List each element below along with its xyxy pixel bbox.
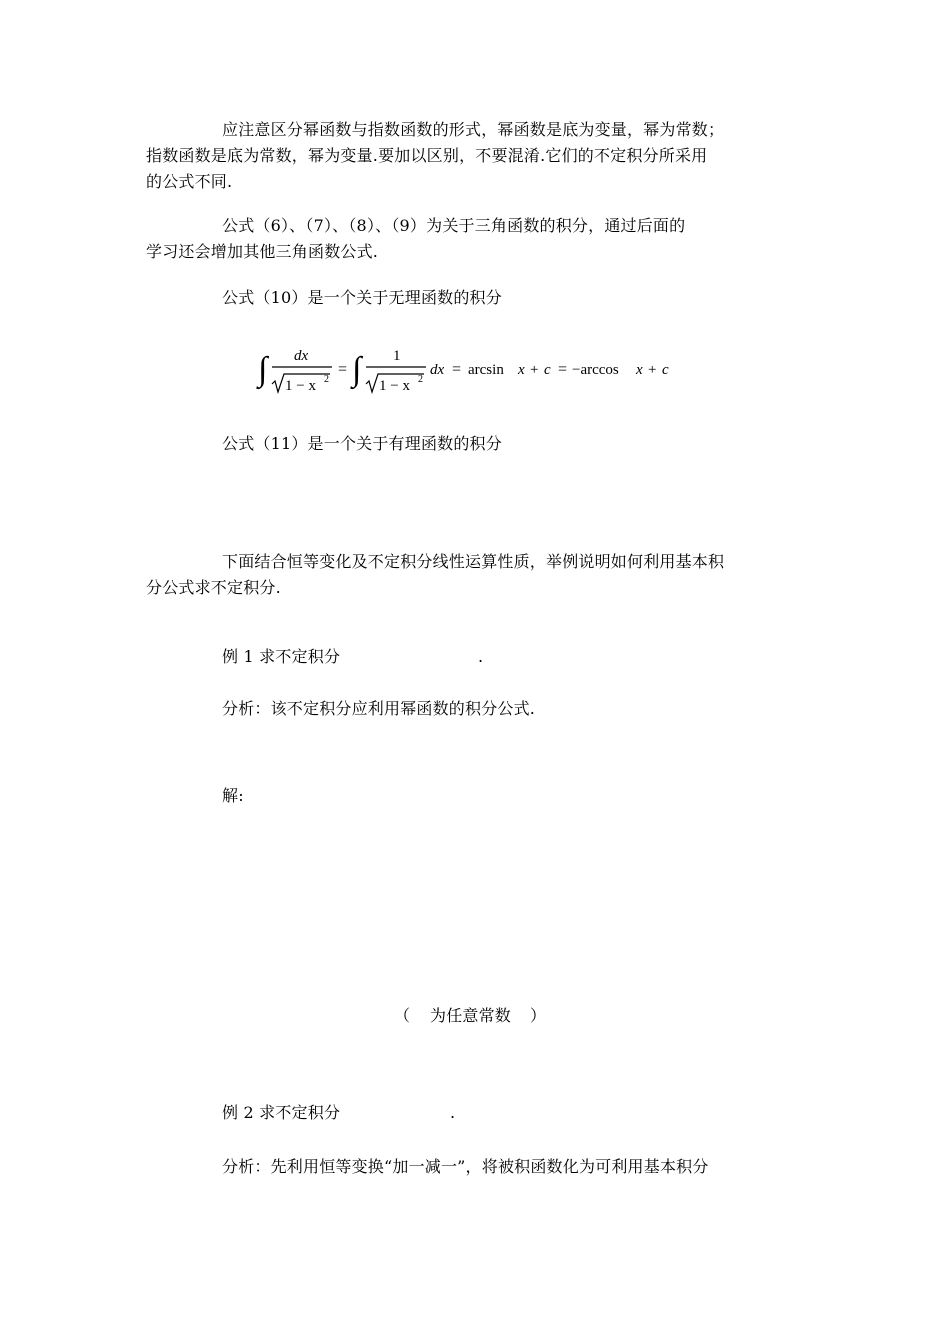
integral-sign-1: ∫ — [258, 351, 268, 388]
paragraph-power-vs-exponential-line3: 的公式不同. — [146, 172, 233, 191]
constant-note-close-paren: ） — [530, 1006, 547, 1025]
equals-2: = — [452, 361, 462, 378]
paragraph-power-vs-exponential-line2: 指数函数是底为常数，幂为变量.要加以区别，不要混淆.它们的不定积分所采用 — [146, 146, 708, 165]
analysis-1: 分析：该不定积分应利用幂函数的积分公式. — [222, 699, 536, 718]
paragraph-trig-formulas-line2: 学习还会增加其他三角函数公式. — [146, 242, 379, 261]
analysis-2: 分析：先利用恒等变换“加一减一”，将被积函数化为可利用基本积分 — [222, 1157, 709, 1176]
arcsin-term: arcsin — [468, 362, 504, 378]
constant-c-1: c — [544, 362, 551, 378]
numerator-1: dx — [294, 348, 309, 364]
differential-dx: dx — [430, 362, 445, 378]
constant-c-2: c — [662, 362, 669, 378]
plus-1: + — [530, 362, 539, 378]
paragraph-formula-11: 公式（11）是一个关于有理函数的积分 — [222, 434, 502, 453]
paragraph-trig-formulas-line1: 公式（6）、（7）、（8）、（9）为关于三角函数的积分，通过后面的 — [222, 216, 686, 235]
equals-3: = — [558, 361, 568, 378]
example-2-period: . — [450, 1103, 456, 1122]
denominator-1: 1 − x — [285, 378, 316, 394]
formula-arcsin-integral — [256, 340, 696, 400]
exponent-1: 2 — [324, 374, 329, 385]
arccos-term: −arccos — [572, 362, 619, 378]
equals-1: = — [338, 361, 348, 378]
paragraph-examples-intro-line2: 分公式求不定积分. — [146, 578, 281, 597]
example-1-period: . — [478, 647, 484, 666]
plus-2: + — [648, 362, 657, 378]
numerator-2: 1 — [393, 348, 401, 364]
paragraph-power-vs-exponential-line1: 应注意区分幂函数与指数函数的形式，幂函数是底为变量，幂为常数； — [222, 120, 725, 139]
example-1-heading: 例 1 求不定积分 — [222, 647, 341, 666]
variable-x-1: x — [518, 362, 525, 378]
constant-note-open-paren: （ — [394, 1006, 411, 1025]
constant-note-text: 为任意常数 — [430, 1006, 512, 1025]
paragraph-examples-intro-line1: 下面结合恒等变化及不定积分线性运算性质，举例说明如何利用基本积 — [222, 552, 725, 571]
variable-x-2: x — [636, 362, 643, 378]
denominator-2: 1 − x — [379, 378, 410, 394]
paragraph-formula-10: 公式（10）是一个关于无理函数的积分 — [222, 288, 502, 307]
integral-sign-2: ∫ — [352, 351, 362, 388]
solution-label: 解: — [222, 786, 244, 805]
example-2-heading: 例 2 求不定积分 — [222, 1103, 341, 1122]
exponent-2: 2 — [418, 374, 423, 385]
